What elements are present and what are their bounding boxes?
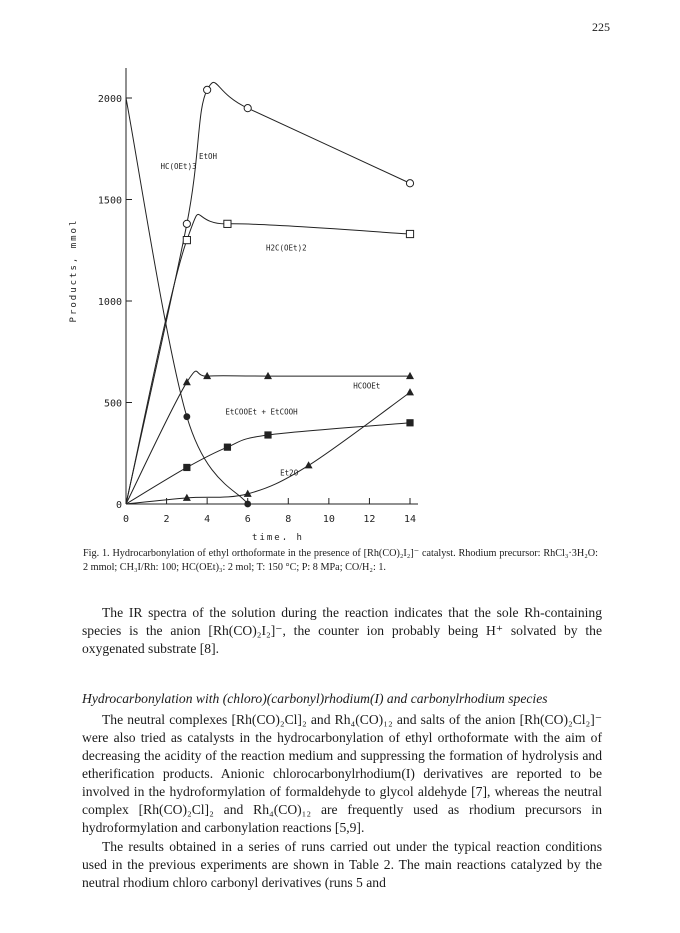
data-point-filled-square: [406, 419, 413, 426]
y-axis-label: Products, mmol: [69, 218, 79, 323]
x-tick-label: 14: [403, 514, 417, 525]
x-tick-label: 8: [285, 514, 292, 525]
data-point-filled-square: [264, 431, 271, 438]
data-point-open-square: [224, 220, 231, 227]
x-tick-label: 0: [122, 514, 130, 525]
y-tick-label: 0: [115, 500, 122, 511]
series-label: HC(OEt)3: [160, 162, 197, 172]
y-tick-label: 1500: [97, 195, 122, 207]
x-tick-label: 4: [204, 514, 211, 525]
series-label: Et2O: [280, 468, 299, 478]
x-tick-label: 6: [244, 514, 251, 525]
data-point-open-circle: [244, 105, 251, 112]
series-label: EtOH: [199, 151, 218, 161]
paragraph-ir-spectra: The IR spectra of the solution during the reaction indicates that the sole Rh-containing species is the anion [Rh(CO)₂I₂]⁻, the counter ion probably being H⁺ solvated by the oxygenated substrate [8].: [82, 605, 602, 656]
products-vs-time-chart: [60, 60, 440, 540]
data-point-filled-triangle: [305, 461, 313, 468]
series-line: [126, 82, 410, 504]
data-point-open-circle: [204, 86, 211, 93]
x-tick-label: 12: [363, 514, 376, 525]
data-point-filled-circle: [244, 501, 251, 508]
figure-caption: Fig. 1. Hydrocarbonylation of ethyl orthoformate in the presence of [Rh(CO)₂I₂]⁻ catalyst. Rhodium precursor: RhCl₃·3H₂O: 2 mmol; CH₃I/Rh: 100; HC(OEt)₃: 2 mol; T: 150 °C; P: 8 MPa; CO/H₂: 1.: [83, 548, 598, 573]
paragraph-results: The results obtained in a series of runs carried out under the typical reaction conditions used in the previous experiments are shown in Table 2. The main reactions catalyzed by the neutral rhodium chloro carbonyl derivatives (runs 5 and: [82, 839, 602, 890]
data-point-filled-triangle: [183, 378, 191, 385]
series-line: [126, 214, 410, 504]
data-point-filled-triangle: [406, 388, 414, 395]
section-heading: Hydrocarbonylation with (chloro)(carbonyl)rhodium(I) and carbonylrhodium species: [82, 691, 548, 706]
data-point-filled-square: [224, 444, 231, 451]
paragraph-neutral-complexes: The neutral complexes [Rh(CO)₂Cl]₂ and Rh₄(CO)₁₂ and salts of the anion [Rh(CO)₂Cl₂]⁻ were also tried as catalysts in the hydrocarbonylation of ethyl orthoformate with the aim of decreasing the acidity of the reaction medium and suppressing the formation of hydrolysis and etherification products. Anionic chlorocarbonylrhodium(I) derivatives are reported to be involved in the hydroformylation of formaldehyde to glycol aldehyde [7], whereas the neutral complex [Rh(CO)₂Cl]₂ and Rh₄(CO)₁₂ are frequently used as rhodium precursors in hydroformylation and carbonylation reactions [5,9].: [82, 712, 602, 835]
data-point-filled-square: [183, 464, 190, 471]
data-point-open-square: [406, 230, 413, 237]
data-point-open-square: [183, 237, 190, 244]
data-point-open-circle: [406, 180, 413, 187]
y-tick-label: 2000: [97, 94, 122, 105]
series-label: EtCOOEt + EtCOOH: [225, 407, 298, 417]
data-point-filled-triangle: [264, 372, 272, 379]
series-label: H2C(OEt)2: [265, 243, 307, 253]
y-tick-label: 1000: [97, 297, 122, 308]
page-number: 225: [592, 20, 610, 34]
y-tick-label: 500: [103, 398, 122, 410]
data-point-open-circle: [183, 220, 190, 227]
x-tick-label: 10: [322, 514, 335, 525]
data-point-filled-circle: [183, 413, 190, 420]
x-axis-label: time, h: [252, 533, 304, 540]
x-tick-label: 2: [163, 514, 170, 525]
series-line: [126, 98, 248, 504]
series-label: HCOOEt: [353, 381, 381, 391]
data-point-filled-triangle: [406, 372, 414, 379]
